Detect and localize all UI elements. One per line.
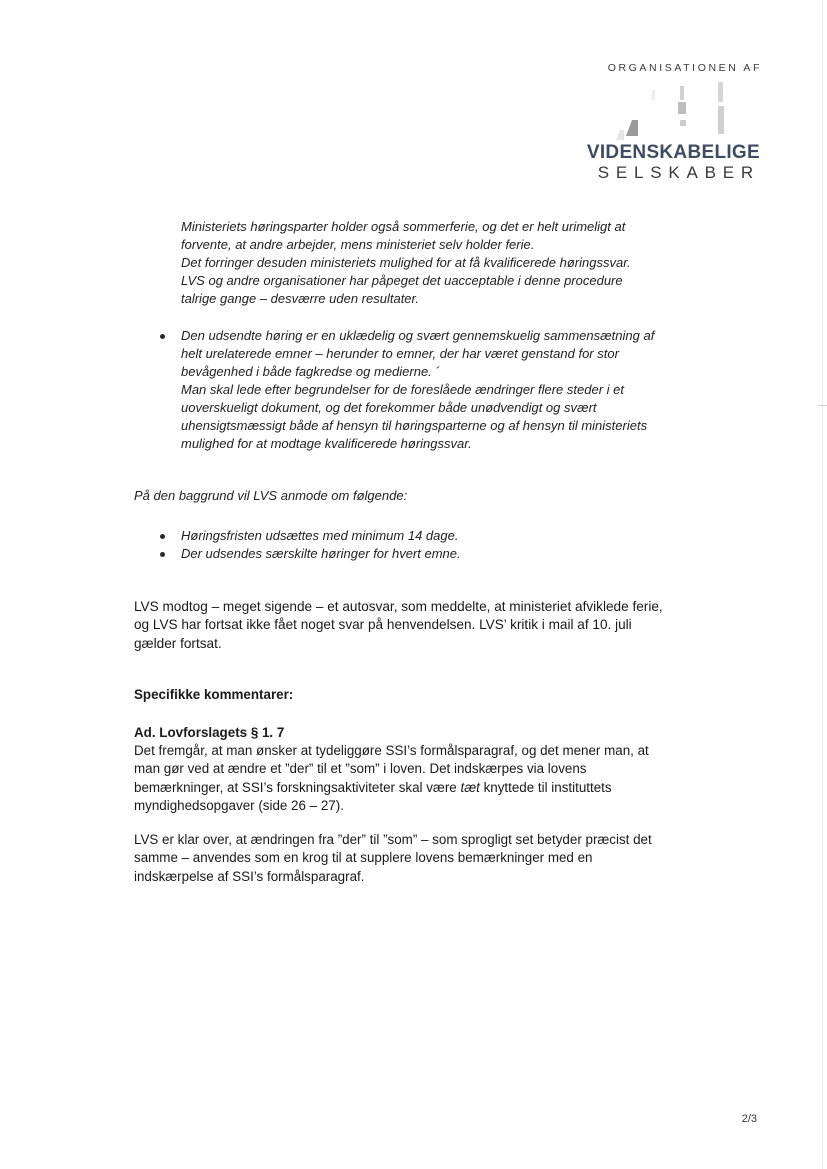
- text-line: LVS modtog – meget sigende – et autosvar, som meddelte, at ministeriet afviklede ferie,: [134, 599, 663, 614]
- text-line: indskærpelse af SSI’s formålsparagraf.: [134, 868, 365, 884]
- text-line: uoverskueligt dokument, og det forekommer både unødvendigt og svært: [181, 400, 597, 415]
- text-line: LVS og andre organisationer har påpeget det uacceptable i denne procedure: [181, 273, 623, 288]
- page-number: 2/3: [741, 1113, 757, 1125]
- organization-logo: [612, 80, 742, 142]
- section-heading: Ad. Lovforslagets § 1. 7: [134, 725, 285, 740]
- text-line: uhensigtsmæssigt både af hensyn til høringsparterne og af hensyn til ministeriets: [181, 418, 648, 433]
- text-line: Den udsendte høring er en uklædelig og svært gennemskuelig sammensætning af: [181, 328, 655, 343]
- text-line: mulighed for at modtage kvalificerede høringssvar.: [181, 436, 472, 451]
- text-segment: knyttede til instituttets: [483, 779, 612, 795]
- italic-bullet-paragraph-consultation: [181, 327, 654, 453]
- text-line: og LVS har fortsat ikke fået noget svar på henvendelsen. LVS’ kritik i mail af 10. juli: [134, 617, 632, 633]
- section-paragraph-hook: [134, 831, 652, 886]
- specific-comments-heading: Specifikke kommentarer:: [134, 687, 294, 702]
- text-line: samme – anvendes som en krog til at supplere lovens bemærkninger med en: [134, 850, 593, 866]
- text-line: Det fremgår, at man ønsker at tydeliggøre SSI’s formålsparagraf, og det mener man, at: [134, 743, 649, 758]
- section-paragraph-purpose: [134, 742, 649, 816]
- text-line: forvente, at andre arbejder, mens ministeriet selv holder ferie.: [181, 237, 535, 252]
- request-item: Der udsendes særskilte høringer for hvert emne.: [181, 546, 461, 561]
- text-line: Ministeriets høringsparter holder også sommerferie, og det er helt urimeligt at: [181, 219, 626, 234]
- text-segment: bemærkninger, at SSI’s forskningsaktiviteter skal være: [134, 779, 457, 795]
- request-item: Høringsfristen udsættes med minimum 14 dage.: [181, 528, 459, 543]
- text-line: helt urelaterede emner – herunder to emner, der har været genstand for stor: [181, 346, 619, 361]
- text-line: gælder fortsat.: [134, 635, 222, 651]
- text-line: Man skal lede efter begrundelser for de foreslåede ændringer flere steder i et: [181, 382, 624, 397]
- page-edge-shadow: [822, 0, 823, 1169]
- margin-mark: [818, 405, 827, 406]
- letterhead-name-line1: VIDENSKABELIGE: [586, 142, 760, 163]
- text-line: man gør ved at ændre et ”der” til et ”som” i loven. Det indskærpes via lovens: [134, 761, 587, 777]
- text-line: talrige gange – desværre uden resultater.: [181, 291, 419, 306]
- bullet-dot: [160, 334, 165, 339]
- text-line: myndighedsopgaver (side 26 – 27).: [134, 798, 344, 814]
- text-line: LVS er klar over, at ændringen fra ”der” til ”som” – som sprogligt set betyder præcist det: [134, 832, 652, 847]
- bullet-dot: [160, 534, 165, 539]
- emphasized-word: tæt: [460, 779, 480, 795]
- letterhead-name-line2: SELSKABER: [597, 163, 760, 182]
- request-intro: På den baggrund vil LVS anmode om følgende:: [134, 488, 408, 503]
- text-line: [134, 779, 649, 797]
- text-line: Det forringer desuden ministeriets mulighed for at få kvalificerede høringssvar.: [181, 255, 631, 270]
- bullet-dot: [160, 552, 165, 557]
- text-line: bevågenhed i både fagkredse og medierne. ´: [181, 364, 440, 379]
- italic-paragraph-summer-holiday: [181, 218, 631, 308]
- letterhead-top-line: ORGANISATIONEN AF: [607, 62, 762, 74]
- autoreply-paragraph: [134, 598, 663, 653]
